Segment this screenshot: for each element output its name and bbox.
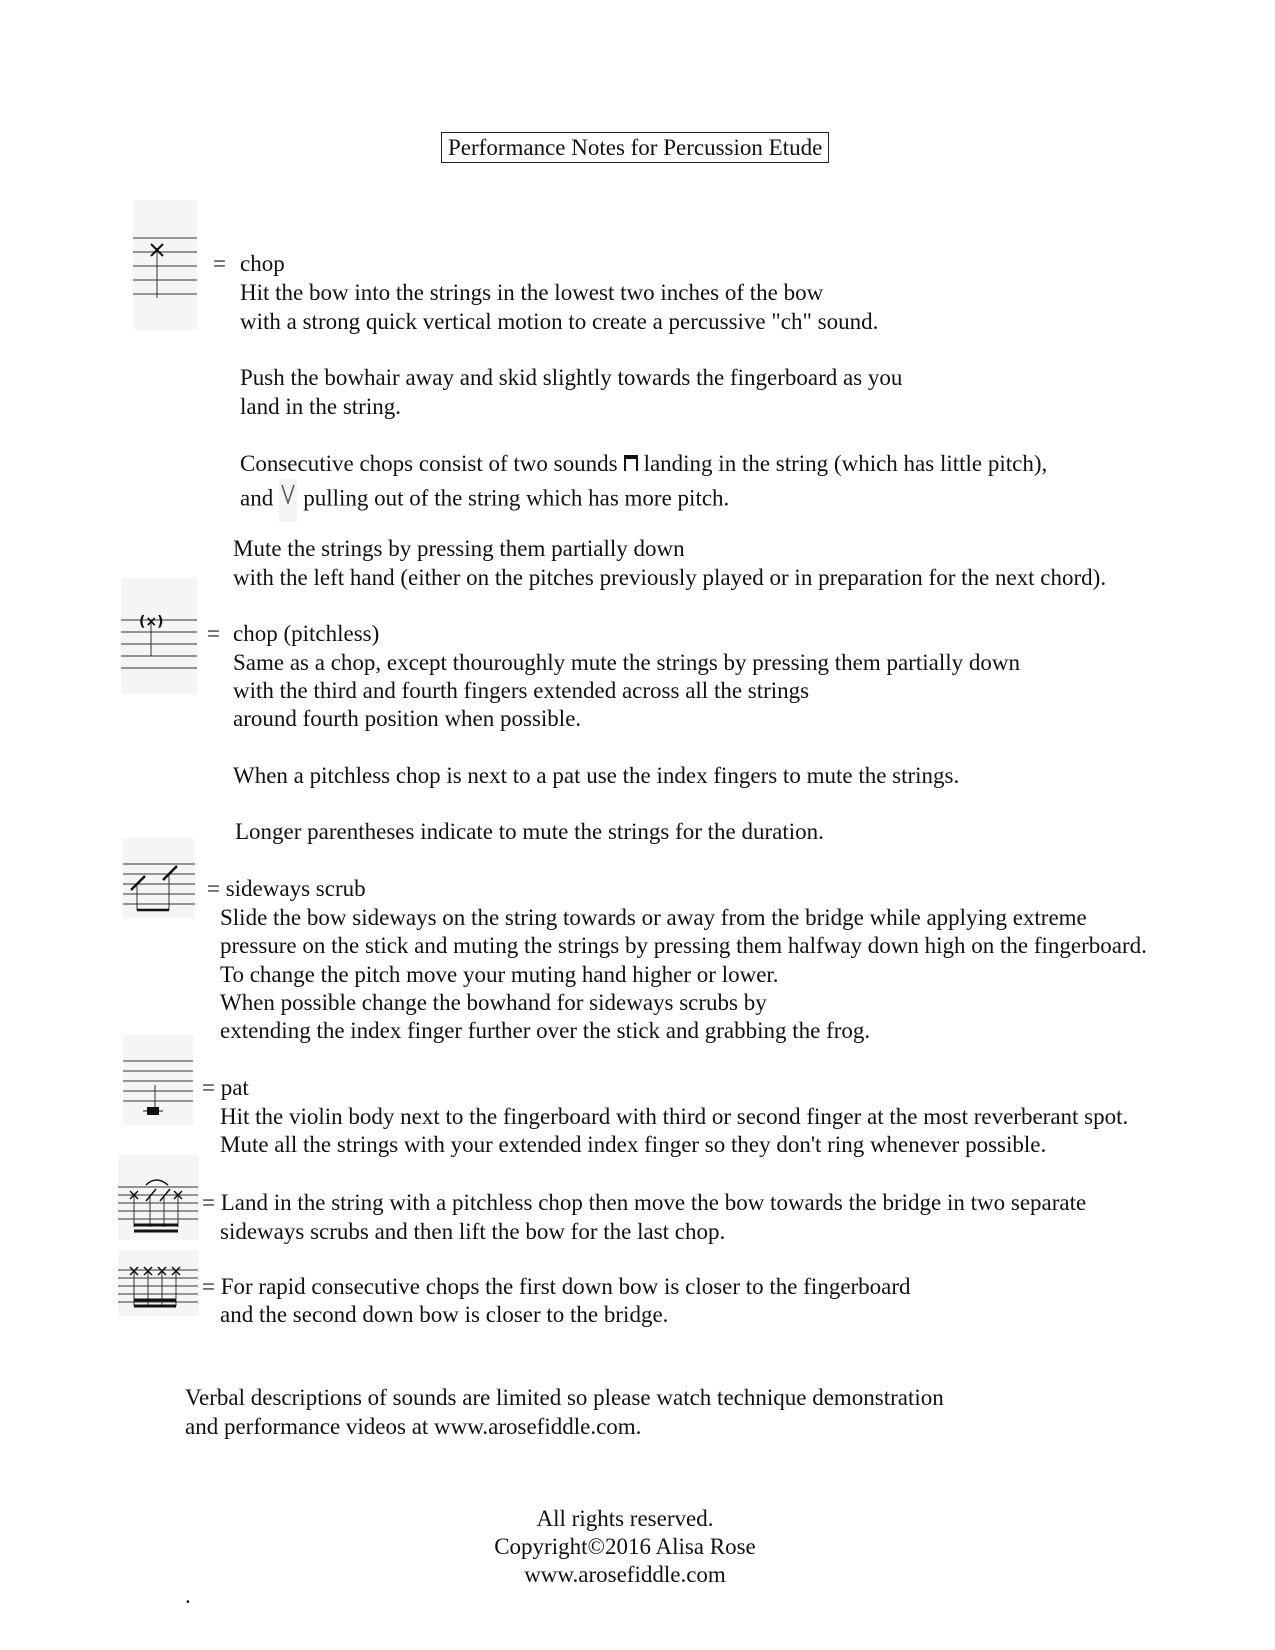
pitchless-line-1: Same as a chop, except thouroughly mute the strings by pressing them partially down [233,650,1020,675]
chop-para3-b: landing in the string (which has little pitch), [643,451,1048,476]
chop-para3-line-1 [240,450,1047,480]
chop-line-2: with a strong quick vertical motion to create a percussive "ch" sound. [240,309,879,334]
sideways-scrub-symbol-icon [123,838,195,918]
footer-rights: All rights reserved. [536,1506,714,1531]
up-bow-icon [279,479,297,522]
pitchless-line-2: with the third and fourth fingers extended across all the strings [233,678,810,703]
scrub-line-5: extending the index finger further over the stick and grabbing the frog. [220,1018,871,1043]
pitchless-para2: When a pitchless chop is next to a pat use the index fingers to mute the strings. [233,763,960,788]
chop-line-1: Hit the bow into the strings in the lowest two inches of the bow [240,280,824,305]
pitchless-para3: Longer parentheses indicate to mute the strings for the duration. [235,819,824,844]
scrub-term: = sideways scrub [207,876,366,901]
scrub-line-1: Slide the bow sideways on the string towards or away from the bridge while applying extreme [220,905,1087,930]
chop-para2-line-2: land in the string. [240,394,401,419]
pitchless-equals: = [207,621,220,646]
chop-para3-d: pulling out of the string which has more pitch. [303,485,730,511]
chop-para3-line-2 [240,479,729,522]
scrub-line-3: To change the pitch move your muting hand higher or lower. [220,962,779,987]
pat-line-2: Mute all the strings with your extended index finger so they don't ring whenever possible. [220,1132,1047,1157]
chop-para2-line-1: Push the bowhair away and skid slightly towards the fingerboard as you [240,365,903,390]
rapid-line-2: and the second down bow is closer to the bridge. [220,1302,669,1327]
page-title: Performance Notes for Percussion Etude [441,132,829,163]
verbal-line-1: Verbal descriptions of sounds are limited so please watch technique demonstration [185,1385,944,1410]
chop-para3-a: Consecutive chops consist of two sounds [240,451,618,476]
pitchless-line-3: around fourth position when possible. [233,706,582,731]
combo-line-1: = Land in the string with a pitchless chop then move the bow towards the bridge in two separate [202,1190,1087,1215]
chop-symbol-icon [133,200,197,330]
rapid-chops-symbol-icon [118,1250,198,1316]
chop-term: chop [240,251,285,276]
stray-dot: . [185,1583,191,1608]
footer-copyright: Copyright©2016 Alisa Rose [494,1534,756,1559]
pat-term: = pat [202,1075,249,1100]
combo-line-2: sideways scrubs and then lift the bow for the last chop. [220,1219,726,1244]
pitchless-chop-symbol-icon [121,578,197,694]
svg-text:(×): (×) [139,614,164,630]
scrub-line-4: When possible change the bowhand for sideways scrubs by [220,990,767,1015]
chop-scrub-combination-symbol-icon [118,1155,198,1240]
scrub-line-2: pressure on the stick and muting the strings by pressing them halfway down high on the fingerboard. [220,933,1147,958]
pat-symbol-icon [123,1035,193,1125]
verbal-line-2: and performance videos at www.arosefiddle.com. [185,1414,642,1439]
pat-line-1: Hit the violin body next to the fingerboard with third or second finger at the most reverberant spot. [220,1104,1129,1129]
mute-line-1: Mute the strings by pressing them partially down [233,536,685,561]
footer-website: www.arosefiddle.com [524,1562,726,1587]
down-bow-icon [624,451,638,480]
chop-para3-c: and [240,485,274,511]
mute-line-2: with the left hand (either on the pitches previously played or in preparation for the next chord). [233,565,1107,590]
rapid-line-1: = For rapid consecutive chops the first down bow is closer to the fingerboard [202,1274,911,1299]
chop-equals: = [213,251,226,276]
pitchless-term: chop (pitchless) [233,621,380,646]
